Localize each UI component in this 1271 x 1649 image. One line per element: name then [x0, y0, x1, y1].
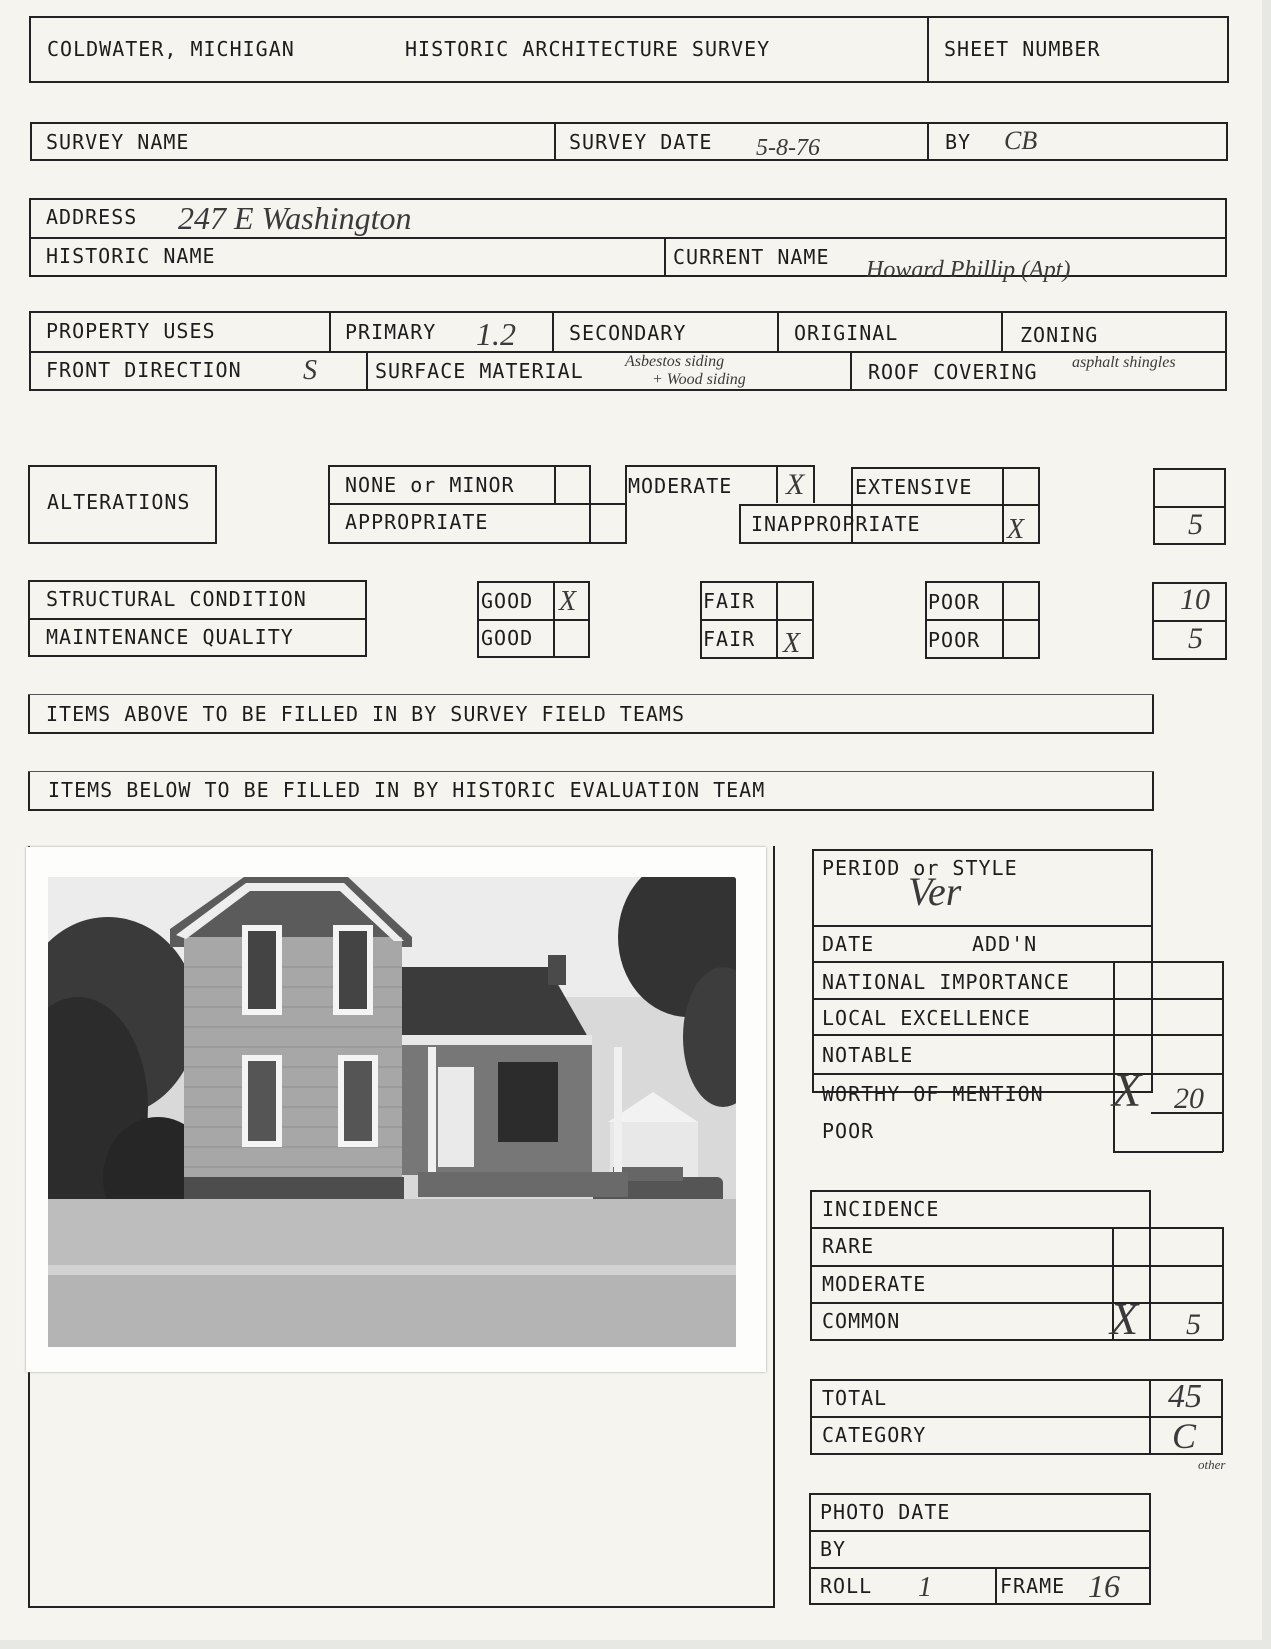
maintenance-fair-mark[interactable]: X — [783, 628, 801, 659]
addn-label: ADD'N — [972, 932, 1038, 956]
survey-title: HISTORIC ARCHITECTURE SURVEY — [405, 37, 771, 61]
structural-fair-label: FAIR — [703, 589, 756, 613]
structural-good-label: GOOD — [481, 589, 534, 613]
historic-name-label: HISTORIC NAME — [46, 244, 216, 268]
surveyed-by-label: BY — [945, 130, 972, 154]
city-label: COLDWATER, MICHIGAN — [47, 37, 295, 61]
property-uses-label: PROPERTY USES — [46, 319, 216, 343]
items-above-note: ITEMS ABOVE TO BE FILLED IN BY SURVEY FIELD TEAMS — [46, 702, 686, 726]
surface-material-label: SURFACE MATERIAL — [375, 359, 584, 383]
roll-value[interactable]: 1 — [918, 1572, 932, 1603]
frame-value[interactable]: 16 — [1088, 1568, 1120, 1604]
worthy-of-mention-label: WORTHY OF MENTION — [822, 1082, 1044, 1106]
structural-score[interactable]: 10 — [1180, 583, 1210, 616]
notable-label: NOTABLE — [822, 1043, 914, 1067]
date-label: DATE — [822, 932, 875, 956]
current-name-label: CURRENT NAME — [673, 245, 830, 269]
maintenance-good-label: GOOD — [481, 626, 534, 650]
maintenance-poor-label: POOR — [928, 628, 981, 652]
primary-value[interactable]: 1.2 — [476, 316, 516, 352]
alterations-label: ALTERATIONS — [47, 490, 191, 514]
survey-date-label: SURVEY DATE — [569, 130, 713, 154]
local-excellence-label: LOCAL EXCELLENCE — [822, 1006, 1031, 1030]
national-importance-label: NATIONAL IMPORTANCE — [822, 970, 1070, 994]
roll-label: ROLL — [820, 1574, 873, 1598]
front-direction-value[interactable]: S — [303, 355, 317, 386]
maintenance-quality-label: MAINTENANCE QUALITY — [46, 625, 294, 649]
address-label: ADDRESS — [46, 205, 138, 229]
secondary-label: SECONDARY — [569, 321, 687, 345]
common-score[interactable]: 5 — [1186, 1308, 1201, 1341]
worthy-score[interactable]: 20 — [1174, 1082, 1204, 1115]
total-label: TOTAL — [822, 1386, 888, 1410]
category-value[interactable]: C — [1172, 1416, 1197, 1456]
common-label: COMMON — [822, 1309, 901, 1333]
survey-date-value[interactable]: 5-8-76 — [756, 135, 820, 161]
survey-name-label: SURVEY NAME — [46, 130, 190, 154]
period-style-value[interactable]: Ver — [908, 869, 962, 914]
surface-material-line1[interactable]: Asbestos siding — [625, 353, 725, 370]
frame-label: FRAME — [1000, 1574, 1066, 1598]
rare-label: RARE — [822, 1234, 875, 1258]
surveyed-by-value[interactable]: CB — [1004, 126, 1038, 155]
category-note[interactable]: other — [1198, 1457, 1226, 1472]
alterations-inappropriate-mark[interactable]: X — [1007, 514, 1025, 545]
house-photo — [48, 877, 736, 1347]
sheet-number-label: SHEET NUMBER — [944, 37, 1101, 61]
maintenance-score[interactable]: 5 — [1188, 622, 1203, 655]
alterations-extensive: EXTENSIVE — [855, 475, 973, 499]
worthy-mark[interactable]: X — [1112, 1064, 1142, 1117]
front-direction-label: FRONT DIRECTION — [46, 358, 242, 382]
surface-material-line2[interactable]: + Wood siding — [652, 371, 746, 388]
alterations-inappropriate: INAPPROPRIATE — [751, 512, 921, 536]
structural-good-mark[interactable]: X — [559, 586, 577, 617]
common-mark[interactable]: X — [1110, 1293, 1139, 1344]
alterations-moderate-mark[interactable]: X — [786, 468, 805, 501]
roof-covering-value[interactable]: asphalt shingles — [1072, 354, 1176, 371]
address-value[interactable]: 247 E Washington — [178, 200, 412, 236]
original-label: ORIGINAL — [794, 321, 899, 345]
structural-poor-label: POOR — [928, 590, 981, 614]
category-label: CATEGORY — [822, 1423, 927, 1447]
structural-condition-label: STRUCTURAL CONDITION — [46, 587, 307, 611]
items-below-note: ITEMS BELOW TO BE FILLED IN BY HISTORIC EVALUATION TEAM — [48, 778, 766, 802]
alterations-score[interactable]: 5 — [1188, 508, 1203, 541]
current-name-value[interactable]: Howard Phillip (Apt) — [866, 257, 1071, 283]
period-style-label: PERIOD or STYLE — [822, 856, 1018, 880]
house-photo-image — [48, 877, 736, 1347]
photo-by-label: BY — [820, 1537, 847, 1561]
photo-date-label: PHOTO DATE — [820, 1500, 951, 1524]
alterations-appropriate: APPROPRIATE — [345, 510, 489, 534]
roof-covering-label: ROOF COVERING — [868, 360, 1038, 384]
maintenance-fair-label: FAIR — [703, 627, 756, 651]
moderate-incidence-label: MODERATE — [822, 1272, 927, 1296]
incidence-label: INCIDENCE — [822, 1197, 940, 1221]
primary-label: PRIMARY — [345, 320, 437, 344]
alterations-moderate: MODERATE — [628, 474, 733, 498]
zoning-label: ZONING — [1020, 323, 1099, 347]
poor-eval-label: POOR — [822, 1119, 875, 1143]
alterations-none-minor: NONE or MINOR — [345, 473, 515, 497]
total-value[interactable]: 45 — [1168, 1378, 1202, 1415]
